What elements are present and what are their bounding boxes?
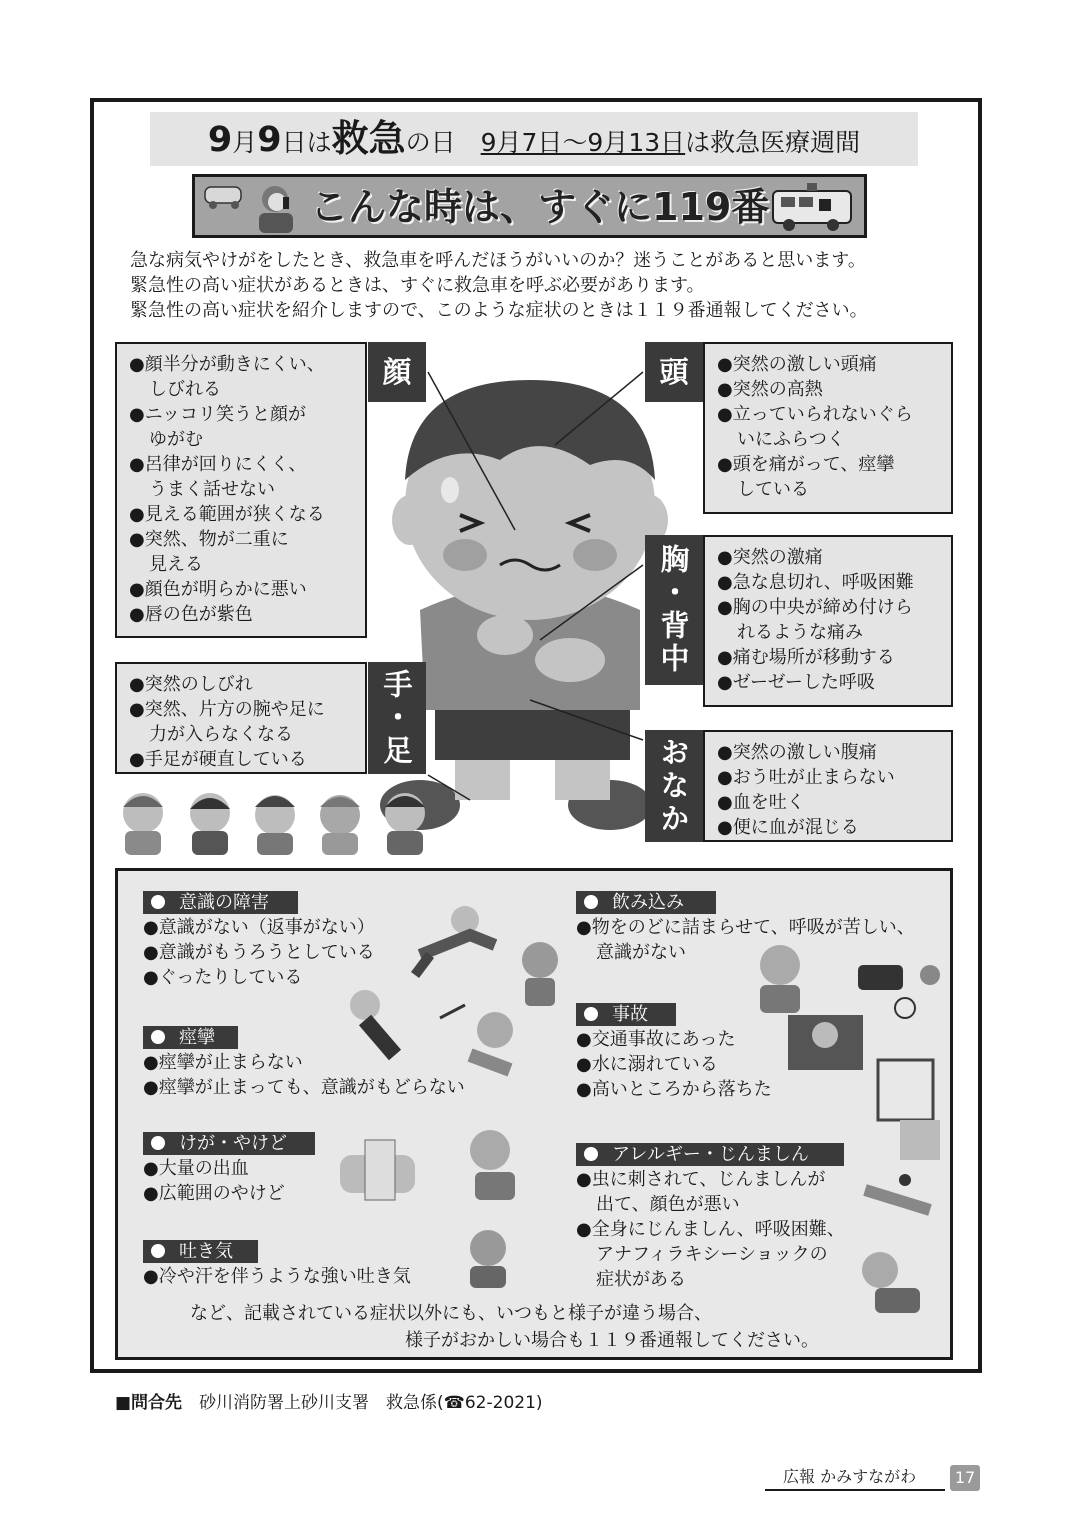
symptom-item: ●唇の色が紫色	[129, 604, 253, 625]
fallen-child-icon	[415, 906, 495, 975]
category-item: ●痙攣が止まらない	[143, 1052, 303, 1073]
footnote-line: など、記載されている症状以外にも、いつもと様子が違う場合、	[190, 1303, 712, 1324]
category-item: ●広範囲のやけど	[143, 1183, 285, 1204]
kyukyu-word: 救急	[331, 117, 406, 160]
symptom-item: している	[737, 479, 809, 500]
category-item: ●冷や汗を伴うような強い吐き気	[143, 1266, 411, 1287]
symptom-item: ●痛む場所が移動する	[717, 647, 895, 668]
contact-info	[115, 1390, 543, 1416]
symptom-item: ●呂律が回りにくく、	[129, 454, 307, 475]
symptom-item: ●突然、片方の腕や足に	[129, 699, 325, 720]
intro-line: 急な病気やけがをしたとき、救急車を呼んだほうがいいのか？迷うことがあると思います。	[130, 250, 866, 271]
burned-child-icon	[470, 1130, 515, 1200]
symptom-item: ●便に血が混じる	[717, 817, 859, 838]
symptom-item: ●突然の激痛	[717, 547, 823, 568]
category-injury-label: けが・やけど	[143, 1132, 315, 1155]
symptom-item: ●おう吐が止まらない	[717, 767, 895, 788]
category-nausea-label: 吐き気	[143, 1240, 258, 1263]
week-range: 9月7日～9月13日	[480, 128, 686, 157]
symptom-item: ●頭を痛がって、痙攣	[717, 454, 895, 475]
category-item: ●意識がない（返事がない）	[143, 917, 375, 938]
symptom-item: ●急な息切れ、呼吸困難	[717, 572, 914, 593]
symptom-item: うまく話せない	[149, 479, 275, 500]
symptom-item: 力が入らなくなる	[149, 724, 293, 745]
nausea-girl-icon	[470, 1230, 506, 1288]
category-item: ●物をのどに詰まらせて、呼吸が苦しい、	[576, 917, 915, 938]
drowning-icon	[788, 1015, 863, 1070]
category-item: 出て、顔色が悪い	[596, 1194, 740, 1215]
footnote-line: 様子がおかしい場合も１１９番通報してください。	[405, 1330, 819, 1351]
symptom-item: ●顔色が明らかに悪い	[129, 579, 307, 600]
contact-text: 砂川消防署上砂川支署 救急係(☎62-2021)	[199, 1393, 543, 1413]
footnote	[190, 1300, 819, 1354]
category-item: 意識がない	[596, 942, 686, 963]
bullet-icon	[584, 895, 598, 909]
category-item: ●虫に刺されて、じんましんが	[576, 1169, 826, 1190]
symptom-item: ●突然の激しい頭痛	[717, 354, 877, 375]
symptom-item: いにふらつく	[737, 429, 845, 450]
fever-girl-icon	[470, 1012, 513, 1070]
allergy-child-icon	[862, 1252, 920, 1313]
page-number: 17	[950, 1465, 980, 1491]
category-allergy-label: アレルギー・じんましん	[576, 1143, 844, 1166]
bullet-icon	[584, 1007, 598, 1021]
category-item: ●意識がもうろうとしている	[143, 942, 375, 963]
bandaged-hand-icon	[340, 1140, 415, 1200]
category-item: ●水に溺れている	[576, 1054, 718, 1075]
category-accident-label: 事故	[576, 1003, 676, 1026]
category-nausea-items	[143, 1264, 411, 1289]
category-accident-items	[576, 1027, 772, 1102]
category-swallow-label: 飲み込み	[576, 891, 716, 914]
symptom-item: ●突然の激しい腹痛	[717, 742, 877, 763]
category-consciousness-items	[143, 915, 375, 990]
sick-girl-icon	[522, 942, 558, 1006]
symptom-item: ●手足が硬直している	[129, 749, 307, 770]
header-day-suffix: の日	[405, 128, 456, 157]
symptom-item: ●顔半分が動きにくい、	[129, 354, 325, 375]
convulsion-child-icon	[350, 990, 395, 1055]
category-item: ●交通事故にあった	[576, 1029, 736, 1050]
category-convulsion-items	[143, 1050, 465, 1100]
symptom-item: ●ニッコリ笑うと顔が	[129, 404, 306, 425]
category-item: ●ぐったりしている	[143, 967, 303, 988]
category-item: ●全身にじんましん、呼吸困難、	[576, 1219, 845, 1240]
symptom-item: ●立っていられないぐら	[717, 404, 913, 425]
publication-name: 広報 かみすながわ	[765, 1465, 945, 1491]
category-item: ●大量の出血	[143, 1158, 249, 1179]
bullet-icon	[151, 1136, 165, 1150]
day-unit: 日は	[281, 128, 332, 157]
category-allergy-items	[576, 1167, 845, 1292]
chest-tag: 胸・背中	[645, 535, 703, 685]
symptom-item: ●見える範囲が狭くなる	[129, 504, 325, 525]
category-item: 症状がある	[596, 1269, 686, 1290]
bullet-icon	[584, 1147, 598, 1161]
head-tag: 頭	[645, 342, 703, 402]
thermometer-icon	[440, 1005, 465, 1018]
main-title: こんな時は、すぐに119番	[310, 185, 770, 229]
month-unit: 月	[232, 128, 258, 157]
limbs-tag: 手・足	[368, 662, 426, 774]
bullet-icon	[151, 1030, 165, 1044]
symptom-item: ●ゼーゼーした呼吸	[717, 672, 875, 693]
bullet-icon	[151, 1244, 165, 1258]
symptom-item: れるような痛み	[737, 622, 863, 643]
category-swallow-items	[576, 915, 915, 965]
face-tag: 顔	[368, 342, 426, 402]
symptom-item: 見える	[149, 554, 203, 575]
category-item: アナフィラキシーショックの	[596, 1244, 828, 1265]
week-text: は救急医療週間	[685, 128, 861, 157]
stairs-fall-icon	[878, 1060, 940, 1160]
category-item: ●高いところから落ちた	[576, 1079, 772, 1100]
symptom-item: ●血を吐く	[717, 792, 805, 813]
symptom-item: ●突然のしびれ	[129, 674, 253, 695]
category-injury-items	[143, 1156, 285, 1206]
category-convulsion-label: 痙攣	[143, 1026, 238, 1049]
day-number: 9	[257, 120, 282, 160]
belly-tag: おなか	[645, 730, 703, 842]
symptom-item: ●胸の中央が締め付けら	[717, 597, 913, 618]
contact-label: ■問合先	[115, 1393, 183, 1413]
intro-line: 緊急性の高い症状を紹介しますので、このような症状のときは１１９番通報してください。	[130, 300, 868, 321]
symptom-item: ●突然の高熱	[717, 379, 823, 400]
intro-line: 緊急性の高い症状があるときは、すぐに救急車を呼ぶ必要があります。	[130, 275, 705, 296]
bullet-icon	[151, 895, 165, 909]
symptom-item: しびれる	[149, 379, 221, 400]
car-accident-icon	[858, 965, 940, 1018]
category-consciousness-label: 意識の障害	[143, 891, 298, 914]
month-number: 9	[207, 120, 233, 160]
category-item: ●痙攣が止まっても、意識がもどらない	[143, 1077, 465, 1098]
insect-sting-icon	[865, 1174, 930, 1210]
symptom-item: ●突然、物が二重に	[129, 529, 289, 550]
symptom-item: ゆがむ	[149, 429, 203, 450]
